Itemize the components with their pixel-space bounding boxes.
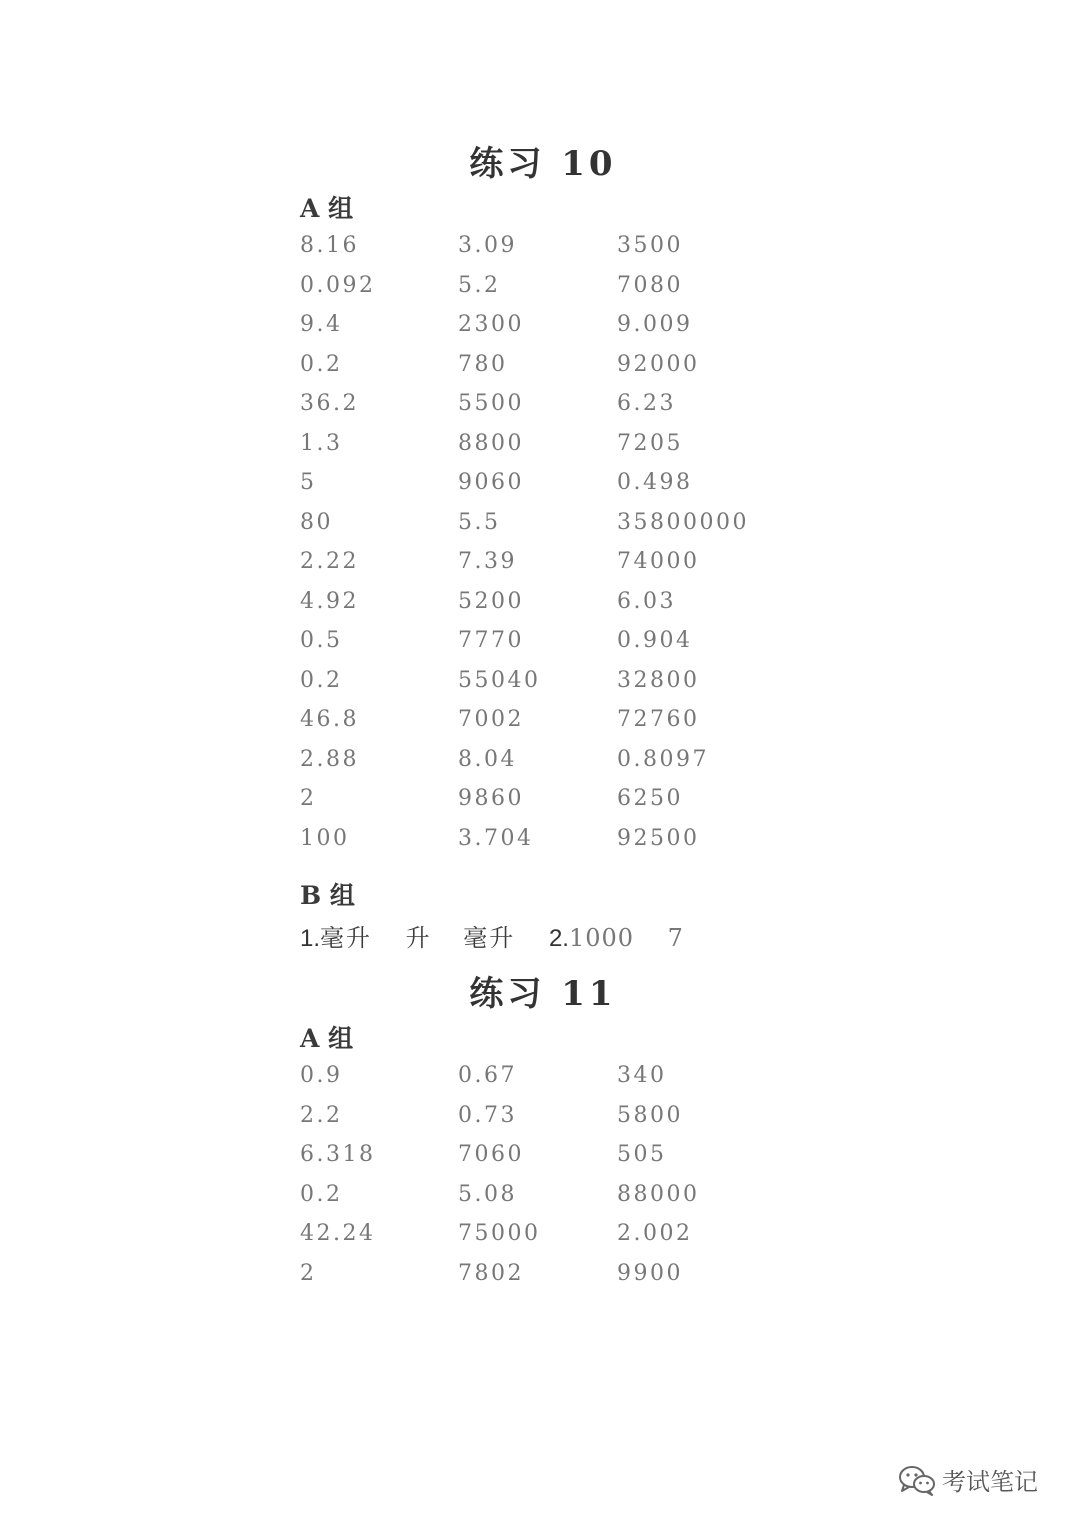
answer-row [300,589,820,629]
answer-cell: 5800 [617,1102,683,1128]
answer-cell: 2.22 [300,549,359,574]
answer-cell: 7.39 [458,549,517,574]
exercise-11-title: 练习 11 [469,974,617,1014]
answer-row [300,431,820,471]
answer-cell: 3.09 [458,233,517,258]
answer-cell: 74000 [617,549,700,574]
answer-cell: 75000 [458,1221,541,1246]
answer-cell: 2.2 [300,1102,343,1128]
watermark [898,1462,1038,1497]
answer-row [300,707,820,747]
answer-cell: 6.318 [300,1142,376,1167]
answer-text: 毫升 [320,924,373,952]
answer-row [300,352,820,392]
answer-cell: 2 [300,1260,317,1286]
answer-cell: 0.9 [300,1063,343,1088]
exercise-11-answer-grid [300,1063,820,1300]
answer-cell: 505 [617,1142,667,1167]
wechat-icon [898,1464,936,1496]
answer-cell: 0.2 [300,1181,343,1207]
answer-cell: 32800 [617,667,700,693]
answer-cell: 6250 [617,786,683,811]
answer-row [300,786,820,826]
answer-cell: 8.16 [300,233,359,258]
answer-row [300,826,820,866]
answer-cell: 0.498 [617,470,693,495]
answer-cell: 7770 [458,628,524,653]
answer-cell: 780 [458,351,508,377]
answer-cell: 0.73 [458,1102,517,1128]
answer-row [300,1261,820,1301]
answer-cell: 8800 [458,430,524,456]
answer-row [300,510,820,550]
answer-cell: 2.002 [617,1221,693,1246]
answer-cell: 5.5 [458,509,501,535]
answer-cell: 5500 [458,391,524,416]
answer-row [300,312,820,352]
answer-cell: 7205 [617,430,683,456]
answer-cell: 7060 [458,1142,524,1167]
exercise-10-answer-grid [300,233,820,865]
answer-cell: 0.5 [300,628,343,653]
answer-cell: 8.04 [458,746,517,772]
question-number: 2. [548,925,569,952]
answer-cell: 35800000 [617,509,749,535]
answer-cell: 88000 [617,1181,700,1207]
answer-cell: 9.009 [617,312,693,337]
answer-cell: 9900 [617,1260,683,1286]
watermark-text: 考试笔记 [942,1468,1038,1496]
answer-cell: 72760 [617,707,700,732]
answer-row [300,1221,820,1261]
answer-row [300,1182,820,1222]
answer-cell: 9860 [458,786,524,811]
answer-cell: 9.4 [300,312,343,337]
answer-row [300,628,820,668]
answer-cell: 0.8097 [617,746,709,772]
answer-row [300,668,820,708]
answer-cell: 92000 [617,351,700,377]
answer-cell: 0.092 [300,272,376,298]
answer-row [300,470,820,510]
answer-cell: 55040 [458,667,541,693]
answer-cell: 100 [300,825,350,851]
answer-cell: 42.24 [300,1221,376,1246]
answer-cell: 5.08 [458,1181,517,1207]
exercise-10-group-b-label: B 组 [300,881,355,910]
answer-cell: 3.704 [458,825,534,851]
answer-cell: 0.2 [300,351,343,377]
answer-cell: 80 [300,509,333,535]
answer-row [300,233,820,273]
answer-cell: 9060 [458,470,524,495]
answer-cell: 4.92 [300,588,359,614]
answer-cell: 2.88 [300,746,359,772]
answer-cell: 340 [617,1063,667,1088]
exercise-10-group-b-answers [300,918,684,953]
answer-text: 7 [667,924,684,952]
answer-cell: 92500 [617,825,700,851]
answer-cell: 7802 [458,1260,524,1286]
exercise-10-title: 练习 10 [469,144,617,184]
answer-cell: 7080 [617,272,683,298]
answer-cell: 2300 [458,312,524,337]
answer-row [300,747,820,787]
answer-row [300,273,820,313]
answer-cell: 46.8 [300,707,359,732]
answer-cell: 7002 [458,707,524,732]
answer-cell: 3500 [617,233,683,258]
answer-cell: 5 [300,470,317,495]
question-number: 1. [300,925,321,952]
answer-text: 升 [405,924,430,952]
answer-row [300,1142,820,1182]
answer-cell: 0.904 [617,628,693,653]
answer-cell: 5.2 [458,272,501,298]
exercise-11-group-a-label: A 组 [300,1024,354,1053]
exercise-10-group-a-label: A 组 [300,194,354,223]
answer-cell: 1.3 [300,430,343,456]
answer-text: 毫升 [463,924,516,952]
answer-row [300,1103,820,1143]
answer-cell: 6.23 [617,391,676,416]
answer-cell: 36.2 [300,391,359,416]
answer-cell: 0.2 [300,667,343,693]
answer-cell: 0.67 [458,1063,517,1088]
answer-cell: 2 [300,786,317,811]
answer-text: 1000 [568,924,635,952]
answer-row [300,549,820,589]
answer-cell: 6.03 [617,588,676,614]
answer-row [300,391,820,431]
answer-cell: 5200 [458,588,524,614]
answer-row [300,1063,820,1103]
